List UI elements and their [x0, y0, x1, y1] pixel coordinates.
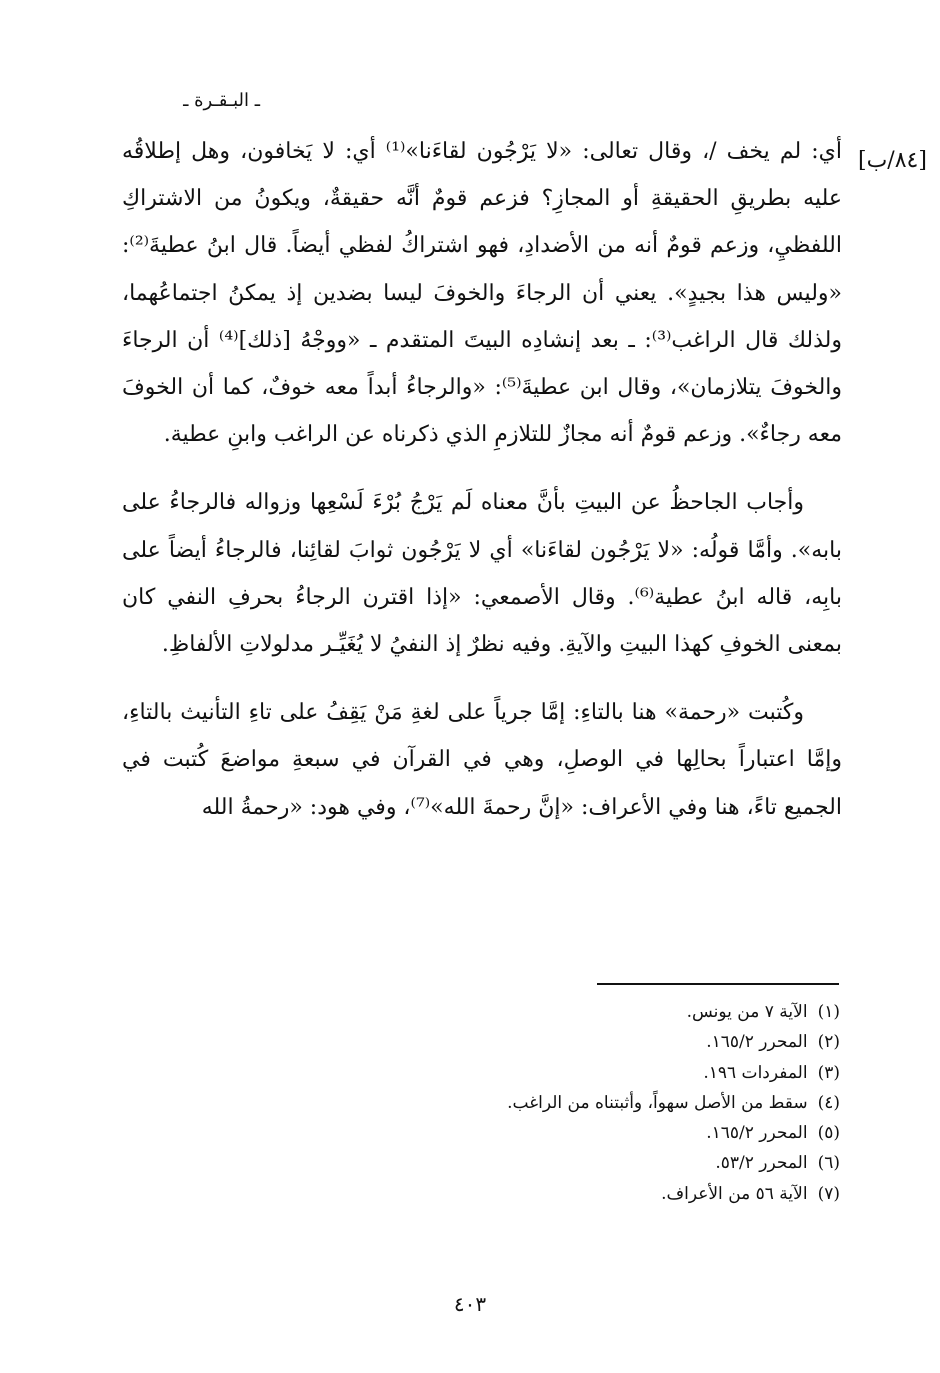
- footnote-text: الآية ٥٦ من الأعراف.: [661, 1183, 808, 1204]
- footnote-text: المحرر ١٦٥/٢.: [706, 1123, 808, 1144]
- footnote-text: الآية ٧ من يونس.: [686, 1002, 808, 1022]
- footnote-text: سقط من الأصل سهواً، وأثبتناه من الراغب.: [507, 1092, 808, 1113]
- footnote-number: (٤): [817, 1092, 840, 1113]
- footnote-item: [380, 1058, 840, 1088]
- paragraph-1: أي: لم يخف /، وقال تعالى: «لا يَرْجُون لقاءَنا»⁽¹⁾ أي: لا يَخافون، وهل إطلاقُه عليه بطريقِ الحقيقةِ أو المجازِ؟ فزعم قومٌ أنَّه حقيقةٌ، ويكونُ من الاشتراكِ اللفظيِ، وزعم قومٌ أنه من الأضدادِ، فهو اشتراكُ لفظي أيضاً. قال ابنُ عطيةَ⁽²⁾: «وليس هذا بجيدٍ». يعني أن الرجاءَ والخوفَ ليسا بضدين إذ يمكنُ اجتماعُهما، ولذلك قال الراغب⁽³⁾: ـ بعد إنشادِه البيتَ المتقدم ـ «ووجْهُ [ذلك]⁽⁴⁾ أن الرجاءَ والخوفَ يتلازمان»، وقال ابن عطيةَ⁽⁵⁾: «والرجاءُ أبداً معه خوفٌ، كما أن الخوفَ معه رجاءٌ». وزعم قومٌ أنه مجازٌ للتلازمِ الذي ذكرناه عن الراغب وابنِ عطية.: [122, 139, 843, 448]
- footnote-item: [380, 997, 840, 1027]
- page-number: ٤٠٣: [453, 1292, 487, 1316]
- footnote-text: المفردات ١٩٦.: [703, 1062, 808, 1083]
- footnote-text: المحرر ٥٣/٢.: [715, 1153, 808, 1174]
- footnote-item: [380, 1148, 840, 1178]
- footnote-number: (٥): [817, 1123, 840, 1144]
- footnote-item: [380, 1027, 840, 1057]
- footnote-number: (١): [817, 1002, 840, 1022]
- running-header: ـ البـقـرة ـ: [183, 90, 260, 111]
- footnote-number: (٣): [817, 1062, 840, 1083]
- footnote-number: (٢): [817, 1032, 840, 1053]
- footnote-item: [380, 1118, 840, 1148]
- paragraph-2: وأجاب الجاحظُ عن البيتِ بأنَّ معناه لَم يَرْجُ بُرْءَ لَسْعِها وزواله فالرجاءُ على بابه». وأمَّا قولُه: «لا يَرْجُون لقاءَنا» أي لا يَرْجُون ثوابَ لقائِنا، فالرجاءُ أيضاً على بابِه، قاله ابنُ عطية⁽⁶⁾. وقال الأصمعي: «إذا اقترن الرجاءُ بحرفِ النفي كان بمعنى الخوفِ كهذا البيتِ والآيةِ. وفيه نظرٌ إذ النفيُ لا يُغَيِّـر مدلولاتِ الألفاظِ.: [122, 490, 842, 658]
- footnote-number: (٧): [817, 1183, 840, 1204]
- paragraph-3: وكُتبت «رحمة» هنا بالتاءِ: إمَّا جرياً على لغةِ مَنْ يَقِفُ على تاءِ التأنيث بالتاءِ، وإمَّا اعتباراً بحالِها في الوصلِ، وهي في القرآن في سبعةِ مواضعَ كُتبت في الجميع تاءً، هنا وفي الأعراف: «إنَّ رحمةَ الله»⁽⁷⁾، وفي هود: «رحمةُ الله: [122, 700, 842, 820]
- footnote-text: المحرر ١٦٥/٢.: [706, 1032, 808, 1053]
- margin-folio-reference: [٨٤/ب]: [858, 148, 927, 173]
- footnote-item: [380, 1088, 840, 1118]
- footnotes-list: [380, 997, 840, 1209]
- main-text: [122, 128, 842, 852]
- footnote-separator: [597, 983, 839, 985]
- footnote-number: (٦): [817, 1153, 840, 1174]
- footnote-item: [380, 1179, 840, 1209]
